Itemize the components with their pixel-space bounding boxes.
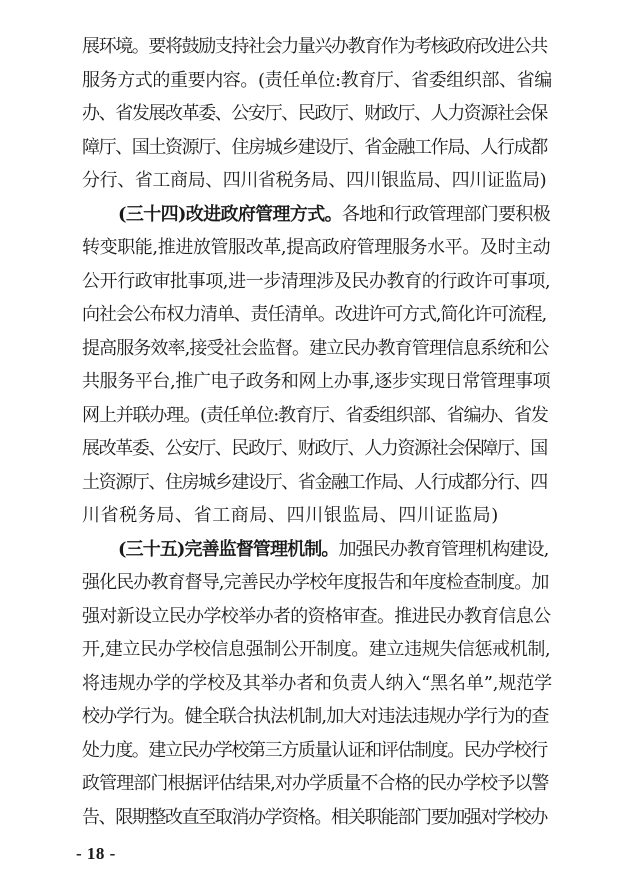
text-line: 分行、省工商局、四川省税务局、四川银监局、四川证监局)	[82, 170, 547, 191]
text-line: 转变职能,推进放管服改革,提高政府管理服务水平。及时主动	[82, 237, 551, 258]
text-line: 服务方式的重要内容。(责任单位:教育厅、省委组织部、省编	[82, 69, 552, 91]
text-line: 公开行政审批事项,进一步清理涉及民办教育的行政许可事项,	[82, 270, 551, 292]
text-line: 土资源厅、住房城乡建设厅、省金融工作局、人行成都分行、四	[82, 471, 547, 493]
text-line: 网上并联办理。(责任单位:教育厅、省委组织部、省编办、省发	[82, 404, 548, 426]
text-line: 提高服务效率,接受社会监督。建立民办教育管理信息系统和公	[82, 337, 549, 359]
paragraph-first-line	[118, 198, 552, 232]
text-line: 共服务平台,推广电子政务和网上办事,逐步实现日常管理事项	[82, 371, 551, 392]
text-line: 告、限期整改直至取消办学资格。相关职能部门要加强对学校办	[82, 806, 547, 828]
text-span: 各地和行政管理部门要积极	[341, 203, 551, 225]
text-line: 展环境。要将鼓励支持社会力量兴办教育作为考核政府改进公共	[82, 36, 547, 57]
section-heading: (三十四)改进政府管理方式。	[118, 203, 342, 225]
text-line: 校办学行为。健全联合执法机制,加大对违法违规办学行为的查	[82, 706, 549, 727]
text-line: 强化民办教育督导,完善民办学校年度报告和年度检查制度。加	[82, 572, 549, 593]
paragraph-first-line	[118, 533, 552, 567]
text-line: 川省税务局、省工商局、四川银监局、四川证监局)	[82, 505, 499, 526]
text-line: 障厅、国土资源厅、住房城乡建设厅、省金融工作局、人行成都	[82, 136, 547, 158]
text-line: 开,建立民办学校信息强制公开制度。建立违规失信惩戒机制,	[82, 639, 551, 660]
text-line: 强对新设立民办学校举办者的资格审查。推进民办教育信息公	[82, 605, 551, 627]
page-number: - 18 -	[76, 844, 116, 863]
text-line: 向社会公布权力清单、责任清单。改进许可方式,简化许可流程,	[82, 304, 547, 325]
text-line: 将违规办学的学校及其举办者和负责人纳入“黑名单”,规范学	[82, 672, 552, 694]
text-line: 处力度。建立民办学校第三方质量认证和评估制度。民办学校行	[82, 739, 547, 761]
text-line: 办、省发展改革委、公安厅、民政厅、财政厅、人力资源社会保	[82, 103, 547, 124]
section-heading: (三十五)完善监督管理机制。	[118, 538, 339, 560]
text-line: 展改革委、公安厅、民政厅、财政厅、人力资源社会保障厅、国	[82, 438, 547, 459]
text-line: 政管理部门根据评估结果,对办学质量不合格的民办学校予以警	[82, 773, 549, 794]
text-span: 加强民办教育管理机构建设,	[338, 538, 549, 560]
